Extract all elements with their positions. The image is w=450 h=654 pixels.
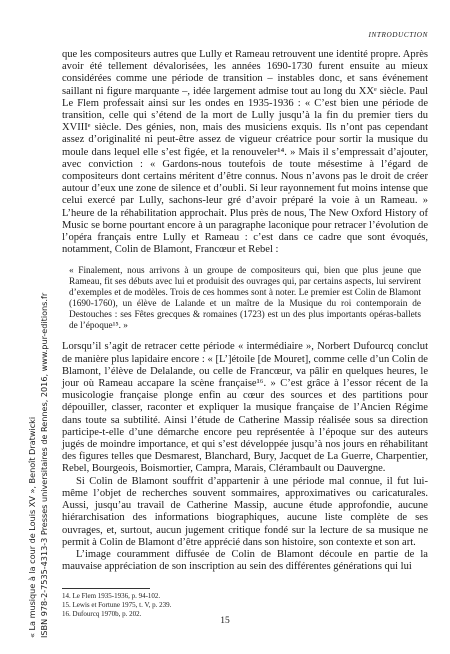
main-text bbox=[62, 49, 428, 573]
running-header: INTRODUCTION bbox=[368, 31, 428, 39]
credit-line-isbn: ISBN 978-2-7535-4313-3 Presses universitaires de Rennes, 2016, www.pur-editions.fr bbox=[38, 292, 49, 638]
paragraph-2: Lorsqu’il s’agit de retracer cette période « intermédiaire », Norbert Dufourcq conclut de manière plus lapidaire encore : « [L’]étoile [de Mouret], comme celle d’un Colin de Blamont, l’élève de Delalande, ou celle de Francœur, va pâlir en quelques heures, le jour où Rameau accapare la scène française¹⁶. » C’est grâce à l’essor récent de la musicologie française plonge enfin au cœur des sources et des partitions pour dépouiller, classer, raconter et expliquer la musique française de l’Ancien Régime dans toute sa subtilité. Ainsi l’étude de Catherine Massip réalisée sous sa direction participe-t-elle d’une démarche encore peu représentée à l’époque sur des auteurs jugés de moindre importance, et qui s’est développée jusqu’à nos jours en réhabilitant des figures telles que Desmarest, Blanchard, Bury, Jacquet de La Guerre, Charpentier, Rebel, Bourgeois, Boismortier, Campra, Marais, Clérambault ou Dauvergne. bbox=[62, 341, 428, 475]
page-number: 15 bbox=[220, 616, 230, 626]
paragraph-1: que les compositeurs autres que Lully et Rameau retrouvent une identité propre. Après avoir été tellement dévalorisées, les années 1690-1730 furent ensuite au mieux considérées comme une période de transition – instables donc, et sans événement saillant ni figure marquante –, idée largement admise tout au long du XXᵉ siècle. Paul Le Flem professait ainsi sur les ondes en 1935-1936 : « C’est bien une période de transition, celle qui s’étend de la mort de Lully jusqu’à la fin du premier tiers du XVIIIᵉ siècle. Des génies, non, mais des musiciens exquis. Ils n’ont pas cependant assez d’originalité ni peut-être assez de vigueur créatrice pour sortir la musique du moule dans lequel elle s’est figée, et la renouveler¹⁴. » Mais il s’empressait d’ajouter, avec conviction : « Gardons-nous toutefois de toute mésestime à l’égard de compositeurs dont certains méritent d’être connus. Nous n’avons pas le droit de créer autour d’eux une zone de silence et d’oubli. Si leur rayonnement fut moins intense que celui exercé par Lully, sachons-leur gré d’avoir préparé la voie à un Rameau. » L’heure de la réhabilitation approchait. Plus près de nous, The New Oxford History of Music se borne pourtant encore à un paragraphe laconique pour retracer l’évolution de l’opéra français entre Lully et Rameau : c’est dans ce cadre que sont évoqués, notamment, Colin de Blamont, Francœur et Rebel : bbox=[62, 49, 428, 256]
block-quote: « Finalement, nous arrivons à un groupe de compositeurs qui, bien que plus jeune que Rameau, fit ses débuts avec lui et produisit des ouvrages qui, par certains aspects, lui servirent d’exemples et de modèles. Trois de ces hommes sont à noter. Le premier est Colin de Blamont (1690-1760), un élève de Lalande et un maître de la Musique du roi contemporain de Destouches : ses Fêtes grecques & romaines (1723) est un des plus importants opéras-ballets de l’époque¹⁵. » bbox=[69, 266, 421, 332]
footnote-15: 15. Lewis et Fortune 1975, t. V, p. 239. bbox=[62, 601, 172, 610]
footnote-14: 14. Le Flem 1935-1936, p. 94-102. bbox=[62, 592, 161, 600]
credit-line-title: « La musique à la cour de Louis XV », Benoît Dratwicki bbox=[27, 416, 37, 638]
footnote-rule bbox=[62, 588, 150, 589]
paragraph-4: L’image couramment diffusée de Colin de Blamont découle en partie de la mauvaise appréciation de son inscription au sein des différentes générations qui lui bbox=[62, 548, 428, 573]
side-credit bbox=[2, 238, 52, 638]
footnote-16: 16. Dufourcq 1970b, p. 202. bbox=[62, 610, 142, 619]
paragraph-3: Si Colin de Blamont souffrit d’appartenir à une période mal connue, il fut lui-même l’objet de recherches souvent sommaires, approximatives ou caricaturales. Aussi, jusqu’au travail de Catherine Massip, aucune étude approfondie, aucune hiérarchisation des informations biographiques, aucune liste complète de ses ouvrages, et, surtout, aucun jugement critique fondé sur la lecture de sa musique ne permit à Colin de Blamont d’être apprécié dans son histoire, son contexte et son art. bbox=[62, 475, 428, 548]
